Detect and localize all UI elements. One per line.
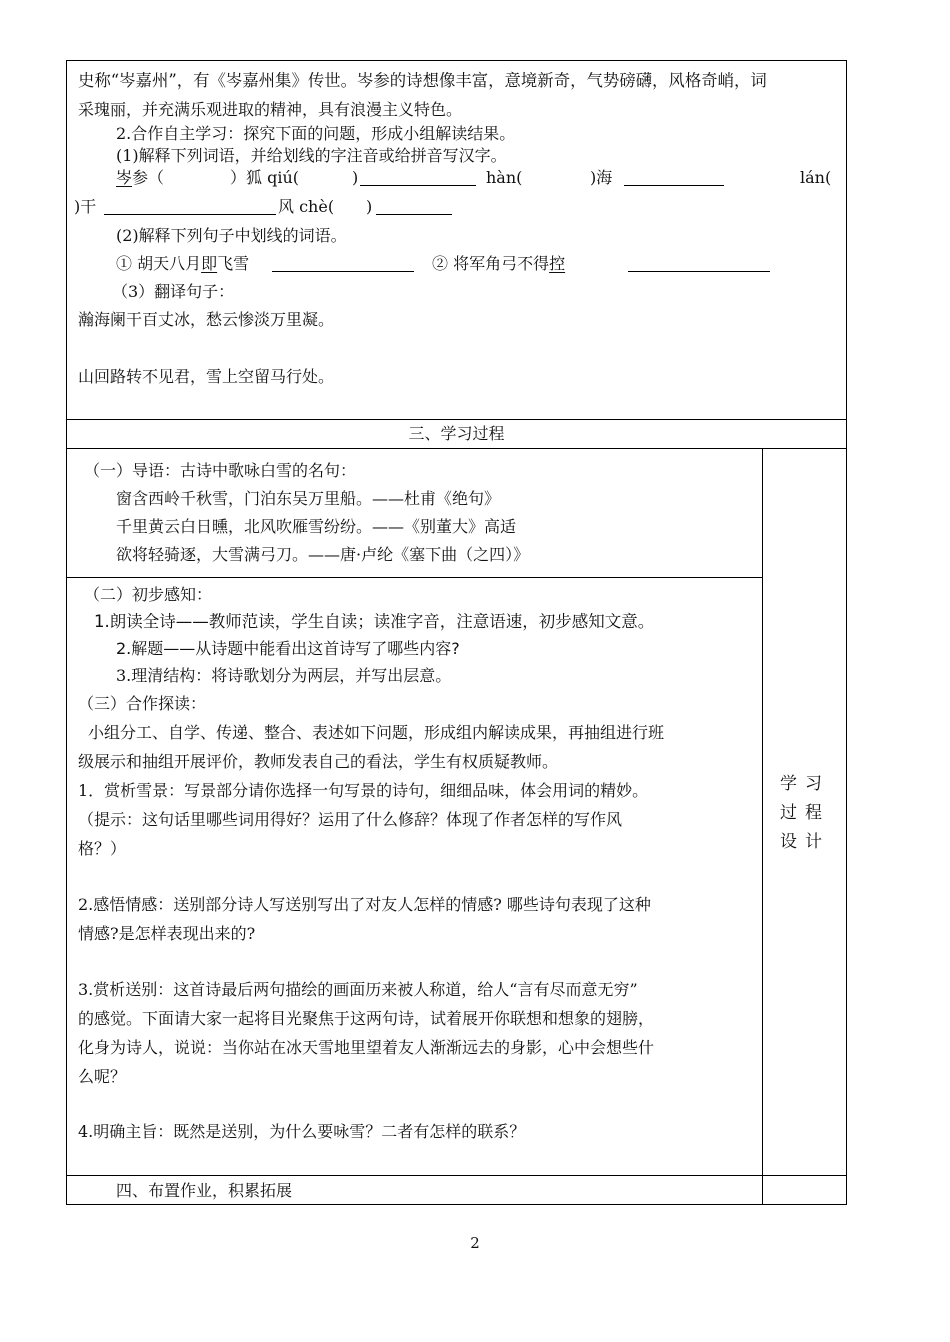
sub-task-1: (1)解释下列词语，并给划线的字注音或给拼音写汉字。 xyxy=(116,146,507,165)
answer-blank[interactable] xyxy=(272,255,414,272)
vocab-item: )干 xyxy=(74,197,97,216)
vocab-item: )海 xyxy=(590,168,613,187)
row-divider xyxy=(66,1175,847,1176)
vocab-close: ) xyxy=(366,197,373,216)
question-line: 么呢？ xyxy=(78,1067,127,1086)
question-line: 2.感悟情感：送别部分诗人写送别写出了对友人怎样的情感? 哪些诗句表现了这种 xyxy=(78,895,651,914)
question-line: 1．赏析雪景：写景部分请你选择一句写景的诗句，细细品味，体会用词的精妙。 xyxy=(78,781,649,800)
answer-blank[interactable] xyxy=(628,255,770,272)
question-line: 4.明确主旨：既然是送别，为什么要咏雪？二者有怎样的联系？ xyxy=(78,1122,526,1141)
task-item: 2.解题——从诗题中能看出这首诗写了哪些内容? xyxy=(116,639,460,658)
part-heading: （三）合作探读： xyxy=(78,694,207,713)
part-heading: （一）导语：古诗中歌咏白雪的名句： xyxy=(84,461,357,480)
paragraph-line: 小组分工、自学、传递、整合、表述如下问题，形成组内解读成果，再抽组进行班 xyxy=(88,723,665,742)
question-line: （提示：这句话里哪些词用得好？运用了什么修辞？体现了作者怎样的写作风 xyxy=(78,810,623,829)
sentence-item-2: ② 将军角弓不得控 xyxy=(432,254,566,273)
underlined-char: 岑 xyxy=(116,168,133,187)
intro-line: 采瑰丽，并充满乐观进取的精神，具有浪漫主义特色。 xyxy=(78,100,463,119)
section-title: 四、布置作业，积累拓展 xyxy=(116,1181,293,1200)
vocab-close: ) xyxy=(352,168,359,187)
translate-line: 瀚海阑干百丈冰，愁云惨淡万里凝。 xyxy=(78,310,335,329)
paragraph-line: 级展示和抽组开展评价，教师发表自己的看法，学生有权质疑教师。 xyxy=(78,752,559,771)
vocab-row-1: 岑参（ xyxy=(116,168,165,187)
underlined-char: 即 xyxy=(201,254,218,273)
underlined-char: 控 xyxy=(549,254,566,273)
row-divider xyxy=(66,577,763,578)
answer-blank[interactable] xyxy=(624,169,724,186)
question-line: 化身为诗人，说说：当你站在冰天雪地里望着友人渐渐远去的身影，心中会想些什 xyxy=(78,1038,655,1057)
task-item: 3.理清结构：将诗歌划分为两层，并写出层意。 xyxy=(116,666,452,685)
sub-task-3: （3）翻译句子： xyxy=(112,282,235,301)
answer-blank[interactable] xyxy=(376,198,452,215)
sidebar-label: 学习 xyxy=(780,774,830,794)
vocab-item: lán( xyxy=(800,168,832,187)
sub-task-2: (2)解释下列句子中划线的词语。 xyxy=(116,226,347,245)
sentence-item-1: ① 胡天八月即飞雪 xyxy=(116,254,250,273)
page-number: 2 xyxy=(470,1234,480,1252)
sidebar-label: 设计 xyxy=(780,832,830,852)
column-divider xyxy=(762,448,763,1205)
row-divider xyxy=(66,419,847,420)
row-divider xyxy=(66,448,847,449)
question-line: 的感觉。下面请大家一起将目光聚焦于这两句诗，试着展开你联想和想象的翅膀， xyxy=(78,1009,655,1028)
question-line: 3.赏析送别：这首诗最后两句描绘的画面历来被人称道，给人“言有尽而意无穷” xyxy=(78,980,638,999)
translate-line: 山回路转不见君，雪上空留马行处。 xyxy=(78,367,335,386)
question-line: 格？） xyxy=(78,839,127,858)
cooperative-heading: 2.合作自主学习：探究下面的问题，形成小组解读结果。 xyxy=(116,124,516,143)
sidebar-label: 过程 xyxy=(780,803,830,823)
quote-line: 窗含西岭千秋雪，门泊东吴万里船。——杜甫《绝句》 xyxy=(116,489,501,508)
section-title: 三、学习过程 xyxy=(408,424,505,443)
task-item: 1.朗读全诗——教师范读，学生自读；读准字音，注意语速，初步感知文意。 xyxy=(94,612,655,631)
intro-line: 史称“岑嘉州”，有《岑嘉州集》传世。岑参的诗想像丰富，意境新奇，气势磅礴，风格奇峭，词 xyxy=(78,71,767,90)
answer-blank[interactable] xyxy=(104,198,276,215)
vocab-item: hàn( xyxy=(486,168,523,187)
vocab-item: 风 chè( xyxy=(278,197,335,216)
vocab-item: ）狐 qiú( xyxy=(230,168,299,187)
quote-line: 欲将轻骑逐，大雪满弓刀。——唐·卢纶《塞下曲（之四）》 xyxy=(116,545,530,564)
question-line: 情感?是怎样表现出来的? xyxy=(78,924,256,943)
quote-line: 千里黄云白日曛，北风吹雁雪纷纷。——《别董大》高适 xyxy=(116,517,517,536)
part-heading: （二）初步感知： xyxy=(84,585,213,604)
answer-blank[interactable] xyxy=(360,169,476,186)
